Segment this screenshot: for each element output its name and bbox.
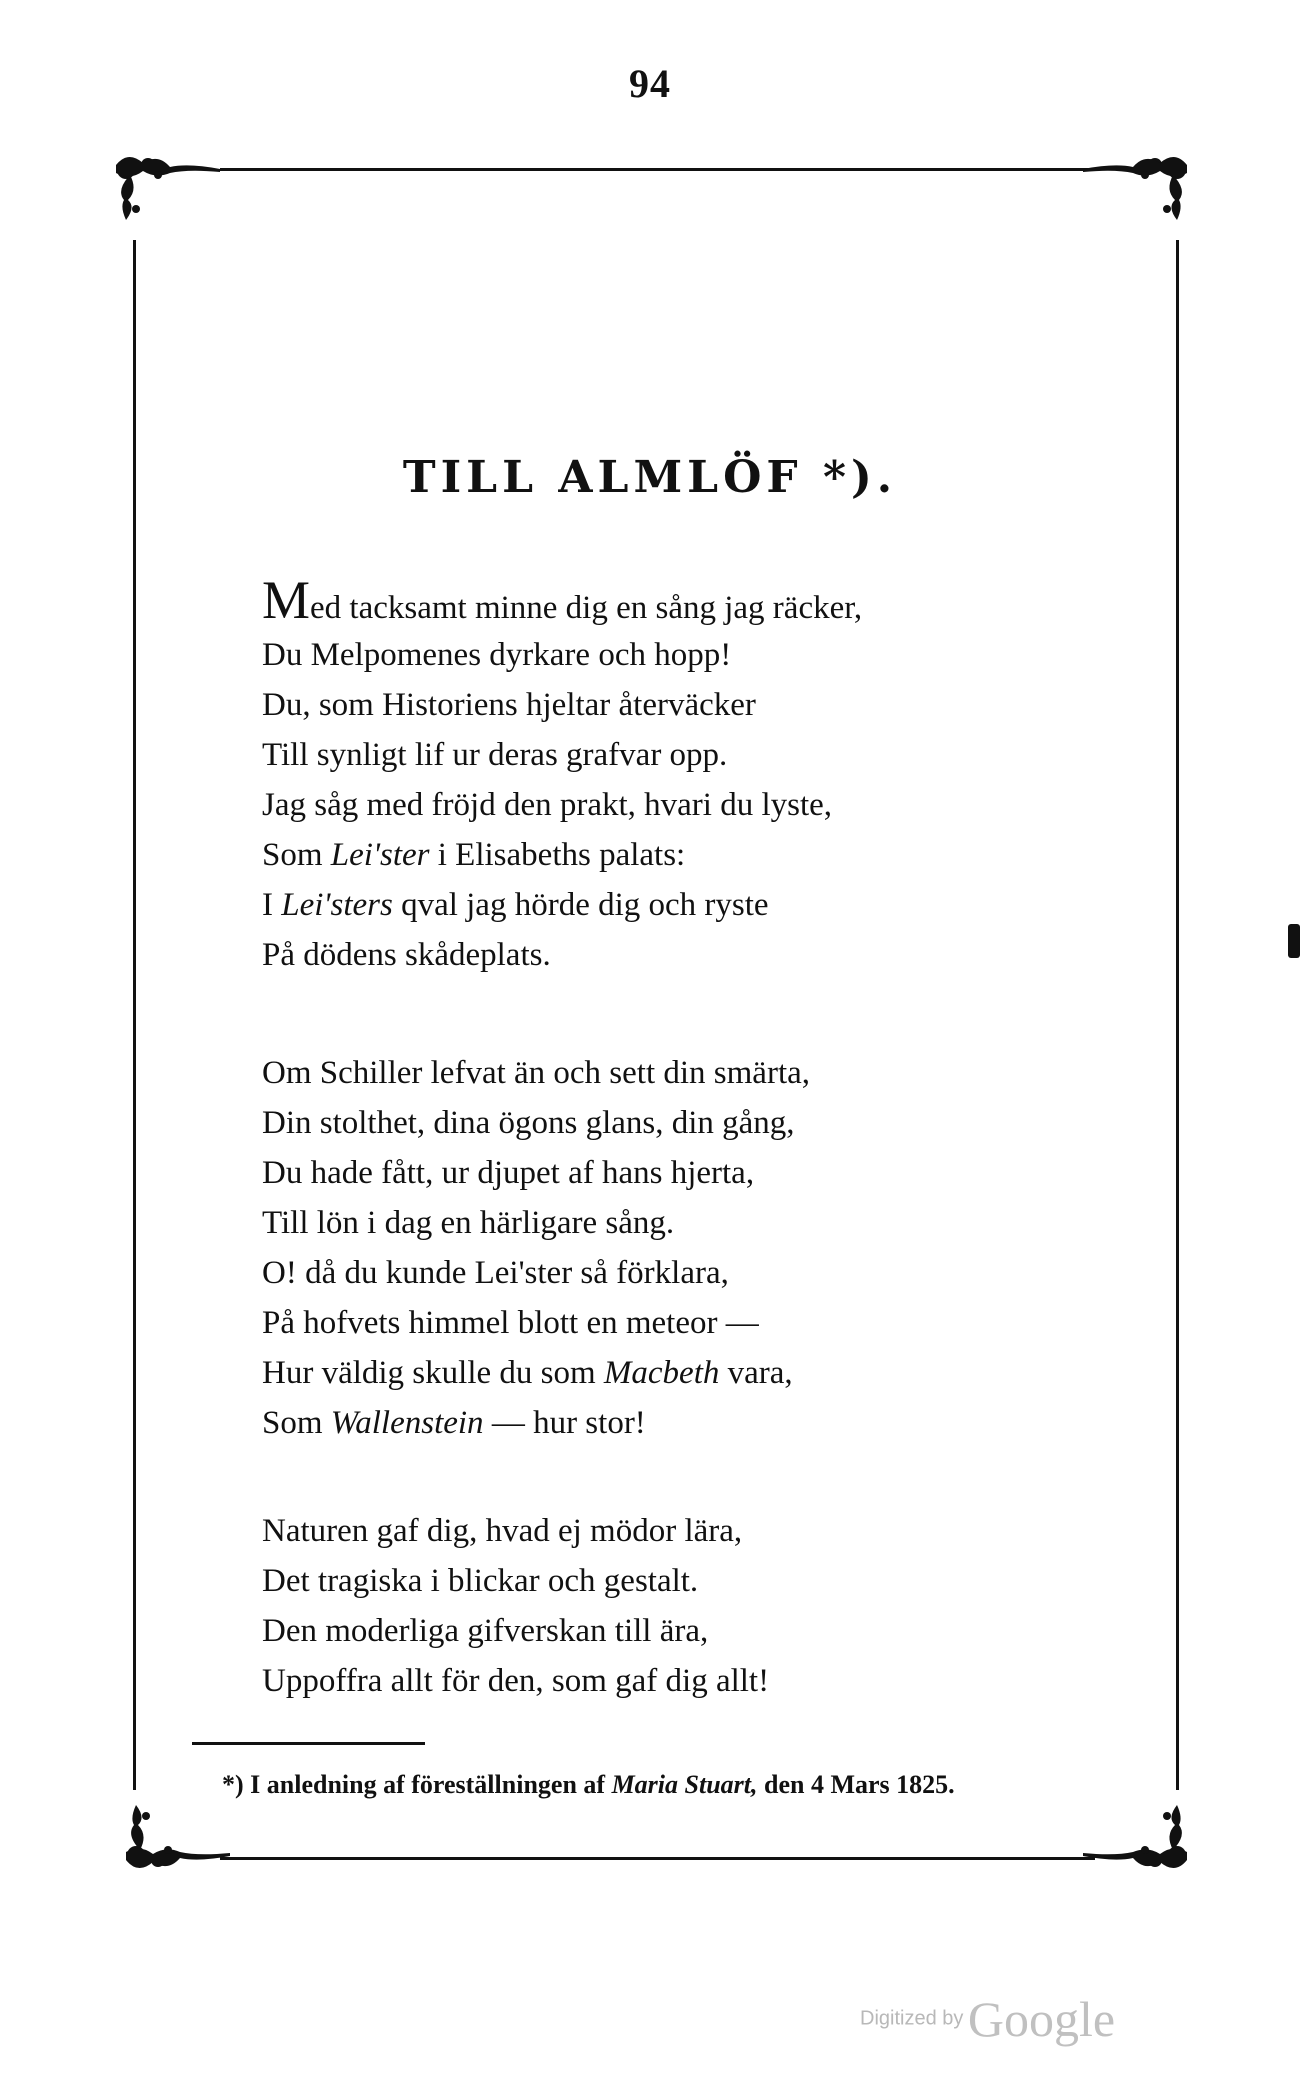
line-text: Som — [262, 837, 331, 873]
poem-line — [262, 1656, 1062, 1706]
poem-line — [262, 730, 1062, 780]
line-text: ed tacksamt minne dig en sång jag räcker, — [310, 590, 863, 626]
poem-line — [262, 1606, 1062, 1656]
poem-line — [262, 780, 1062, 830]
poem-line — [262, 1556, 1062, 1606]
line-text: Uppoffra allt för den, som gaf dig allt! — [262, 1663, 770, 1699]
poem-line — [262, 570, 1062, 630]
line-text: O! då du kunde Lei'ster så förklara, — [262, 1255, 729, 1291]
line-text: Din stolthet, dina ögons glans, din gång, — [262, 1105, 795, 1141]
footnote-italic: Maria Stuart, — [611, 1770, 758, 1799]
poem-line — [262, 880, 1062, 930]
line-text: I — [262, 887, 282, 923]
line-text: i Elisabeths palats: — [429, 837, 686, 873]
line-text: Du, som Historiens hjeltar återväcker — [262, 687, 756, 723]
line-text: Jag såg med fröjd den prakt, hvari du lyste, — [262, 787, 833, 823]
line-text: Om Schiller lefvat än och sett din smärta, — [262, 1055, 811, 1091]
corner-ornament-icon — [1075, 145, 1195, 245]
poem-line — [262, 930, 1062, 980]
line-text: Hur väldig skulle du som — [262, 1355, 604, 1391]
poem-line — [262, 1148, 1062, 1198]
poem-line — [262, 1248, 1062, 1298]
poem-line — [262, 1348, 1062, 1398]
poem-title: TILL ALMLÖF *). — [402, 452, 898, 503]
poem-line — [262, 1398, 1062, 1448]
drop-cap: M — [262, 570, 311, 630]
line-text: vara, — [719, 1355, 793, 1391]
line-text: Naturen gaf dig, hvad ej mödor lära, — [262, 1513, 743, 1549]
line-text: På dödens skådeplats. — [262, 937, 551, 973]
line-text: Det tragiska i blickar och gestalt. — [262, 1563, 699, 1599]
poem-line — [262, 1198, 1062, 1248]
poem-line — [262, 1298, 1062, 1348]
stanza-2 — [262, 1048, 1062, 1448]
italic-name: Lei'sters — [281, 887, 393, 923]
watermark-brand: Google — [967, 1991, 1116, 2047]
poem-line — [262, 1048, 1062, 1098]
stanza-1 — [262, 570, 1062, 980]
poem-line — [262, 1506, 1062, 1556]
frame-bottom-rule — [220, 1857, 1095, 1860]
italic-name: Lei'ster — [330, 837, 430, 873]
digitized-watermark — [860, 1990, 1115, 2048]
line-text: — hur stor! — [483, 1405, 646, 1441]
line-text: Till lön i dag en härligare sång. — [262, 1205, 675, 1241]
stanza-3 — [262, 1506, 1062, 1706]
poem-line — [262, 680, 1062, 730]
line-text: Du Melpomenes dyrkare och hopp! — [262, 637, 732, 673]
frame-top-rule — [220, 168, 1095, 171]
page-edge-mark — [1288, 924, 1300, 958]
footnote-text: *) I anledning af föreställningen af — [222, 1770, 612, 1799]
footnote-text: den 4 Mars 1825. — [757, 1770, 955, 1799]
line-text: På hofvets himmel blott en meteor — — [262, 1305, 759, 1341]
page-number: 94 — [629, 61, 671, 106]
line-text: Du hade fått, ur djupet af hans hjerta, — [262, 1155, 755, 1191]
footnote-rule — [192, 1742, 425, 1745]
line-text: qval jag hörde dig och ryste — [392, 887, 769, 923]
poem-line — [262, 630, 1062, 680]
poem-line — [262, 1098, 1062, 1148]
line-text: Som — [262, 1405, 331, 1441]
italic-name: Macbeth — [603, 1355, 720, 1391]
footnote — [222, 1770, 1122, 1800]
corner-ornament-icon — [118, 1780, 238, 1880]
poem-line — [262, 830, 1062, 880]
line-text: Till synligt lif ur deras grafvar opp. — [262, 737, 728, 773]
line-text: Den moderliga gifverskan till ära, — [262, 1613, 709, 1649]
watermark-prefix: Digitized by — [860, 2007, 964, 2030]
corner-ornament-icon — [108, 145, 228, 245]
italic-name: Wallenstein — [330, 1405, 484, 1441]
